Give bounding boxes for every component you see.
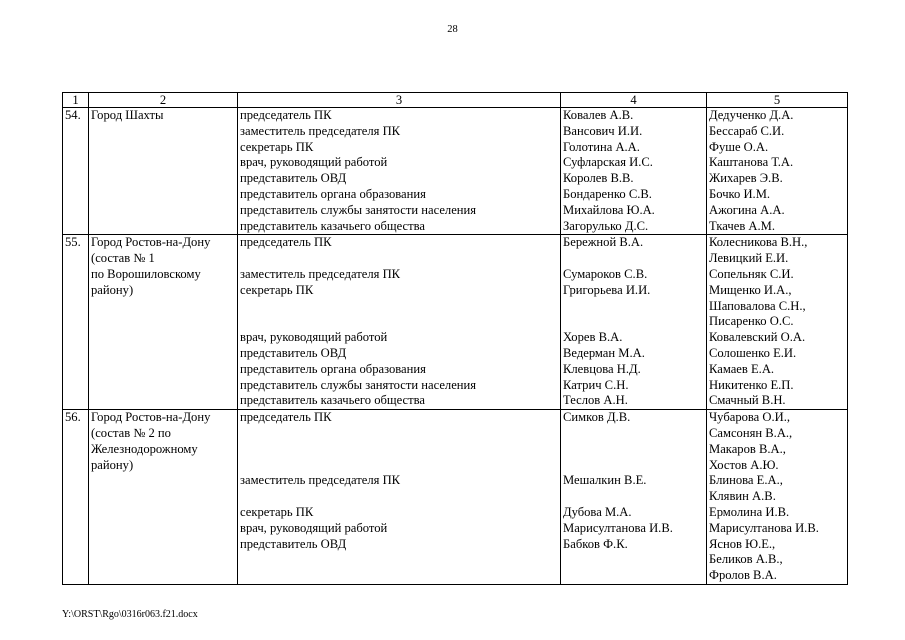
roles-cell (238, 410, 561, 585)
reserve-cell (707, 108, 848, 235)
member-name: Вансович И.И. (563, 123, 643, 138)
reserve-cell (707, 235, 848, 410)
member-name: Суфларская И.С. (563, 155, 653, 170)
member-name: Сумароков С.В. (563, 266, 648, 281)
reserve-name: Клявин А.В. (709, 489, 776, 504)
role: заместитель председателя ПК (240, 266, 401, 281)
row-number: 54. (63, 108, 89, 235)
members-cell (561, 108, 707, 235)
reserve-name: Каштанова Т.А. (709, 155, 794, 170)
role (240, 426, 558, 442)
role: врач, руководящий работой (240, 330, 388, 345)
reserve-name: Марисултанова И.В. (709, 520, 819, 535)
roles-cell (238, 108, 561, 235)
role: представитель казачьего общества (240, 218, 425, 233)
reserve-name: Дедученко Д.А. (709, 108, 794, 122)
header-col-3: 3 (238, 93, 561, 108)
role: представитель ОВД (240, 171, 347, 186)
member-name (563, 458, 704, 474)
area-cell (89, 235, 238, 410)
member-name: Ковалев А.В. (563, 108, 634, 122)
role: представитель казачьего общества (240, 393, 425, 408)
area-name: Железнодорожному (91, 441, 198, 456)
reserve-name: Макаров В.А., (709, 441, 786, 456)
reserve-name: Камаев Е.А. (709, 361, 775, 376)
reserve-name: Фролов В.А. (709, 568, 777, 583)
header-col-5: 5 (707, 93, 848, 108)
reserve-name: Ткачев А.М. (709, 218, 775, 233)
member-name: Катрич С.Н. (563, 377, 629, 392)
role: председатель ПК (240, 410, 332, 425)
members-cell (561, 410, 707, 585)
reserve-name: Сопельняк С.И. (709, 266, 794, 281)
member-name (563, 442, 704, 458)
reserve-name: Писаренко О.С. (709, 314, 794, 329)
member-name (563, 489, 704, 505)
area-name: (состав № 2 по (91, 425, 171, 440)
role (240, 251, 558, 267)
role: представитель службы занятости населения (240, 377, 477, 392)
row-number: 56. (63, 410, 89, 585)
role: секретарь ПК (240, 282, 314, 297)
member-name: Симков Д.В. (563, 410, 631, 425)
reserve-name: Бочко И.М. (709, 186, 771, 201)
member-name: Теслов А.Н. (563, 393, 628, 408)
member-name: Клевцова Н.Д. (563, 361, 641, 376)
area-name: району) (91, 282, 134, 297)
reserve-name: Мищенко И.А., (709, 282, 792, 297)
role: представитель ОВД (240, 345, 347, 360)
role: врач, руководящий работой (240, 155, 388, 170)
role: представитель органа образования (240, 186, 426, 201)
reserve-name: Левицкий Е.И. (709, 251, 789, 266)
member-name: Загорулько Д.С. (563, 218, 649, 233)
role (240, 489, 558, 505)
area-name: Город Ростов-на-Дону (91, 235, 211, 250)
reserve-name: Солошенко Е.И. (709, 345, 797, 360)
role (240, 552, 558, 568)
header-col-4: 4 (561, 93, 707, 108)
role (240, 314, 558, 330)
member-name: Марисултанова И.В. (563, 520, 673, 535)
role (240, 299, 558, 315)
reserve-name: Жихарев Э.В. (709, 171, 783, 186)
member-name: Бабков Ф.К. (563, 536, 628, 551)
row-number: 55. (63, 235, 89, 410)
reserve-name: Никитенко Е.П. (709, 377, 794, 392)
members-cell (561, 235, 707, 410)
header-col-2: 2 (89, 93, 238, 108)
role: врач, руководящий работой (240, 520, 388, 535)
member-name (563, 251, 704, 267)
reserve-name: Беликов А.В., (709, 552, 783, 567)
member-name: Дубова М.А. (563, 504, 632, 519)
table-row (63, 108, 848, 235)
area-name: по Ворошиловскому (91, 266, 201, 281)
reserve-name: Смачный В.Н. (709, 393, 786, 408)
area-name: Город Ростов-на-Дону (91, 410, 211, 425)
member-name: Хорев В.А. (563, 330, 623, 345)
role: заместитель председателя ПК (240, 123, 401, 138)
member-name (563, 568, 704, 584)
role: представитель службы занятости населения (240, 202, 477, 217)
reserve-name: Хостов А.Ю. (709, 457, 779, 472)
roles-cell (238, 235, 561, 410)
role: представитель органа образования (240, 361, 426, 376)
reserve-name: Бессараб С.И. (709, 123, 785, 138)
file-path-footer: Y:\ORST\Rgo\0316r063.f21.docx (62, 609, 198, 620)
member-name: Михайлова Ю.А. (563, 202, 655, 217)
table-row (63, 410, 848, 585)
area-name: району) (91, 457, 134, 472)
member-name (563, 299, 704, 315)
reserve-name: Блинова Е.А., (709, 473, 783, 488)
area-name: Город Шахты (91, 108, 164, 122)
reserve-cell (707, 410, 848, 585)
member-name: Королев В.В. (563, 171, 634, 186)
member-name: Мешалкин В.Е. (563, 473, 647, 488)
member-name (563, 426, 704, 442)
member-name: Бережной В.А. (563, 235, 644, 250)
reserve-name: Ажогина А.А. (709, 202, 785, 217)
member-name: Григорьева И.И. (563, 282, 651, 297)
member-name: Голотина А.А. (563, 139, 640, 154)
role: секретарь ПК (240, 139, 314, 154)
area-cell (89, 108, 238, 235)
reserve-name: Фуше О.А. (709, 139, 769, 154)
role (240, 442, 558, 458)
area-cell (89, 410, 238, 585)
role: представитель ОВД (240, 536, 347, 551)
role: секретарь ПК (240, 504, 314, 519)
member-name (563, 552, 704, 568)
member-name: Ведерман М.А. (563, 345, 645, 360)
role: заместитель председателя ПК (240, 473, 401, 488)
role: председатель ПК (240, 235, 332, 250)
header-col-1: 1 (63, 93, 89, 108)
area-name: (состав № 1 (91, 251, 155, 266)
reserve-name: Ермолина И.В. (709, 504, 790, 519)
commission-table (62, 92, 848, 585)
reserve-name: Чубарова О.И., (709, 410, 791, 425)
member-name: Бондаренко С.В. (563, 186, 652, 201)
table-row (63, 235, 848, 410)
reserve-name: Шаповалова С.Н., (709, 298, 806, 313)
table-body (63, 108, 848, 585)
reserve-name: Самсонян В.А., (709, 425, 793, 440)
role (240, 458, 558, 474)
role: председатель ПК (240, 108, 332, 122)
page-number: 28 (447, 24, 458, 35)
member-name (563, 314, 704, 330)
role (240, 568, 558, 584)
header-row (63, 93, 848, 108)
reserve-name: Яснов Ю.Е., (709, 536, 776, 551)
reserve-name: Ковалевский О.А. (709, 330, 806, 345)
reserve-name: Колесникова В.Н., (709, 235, 808, 250)
